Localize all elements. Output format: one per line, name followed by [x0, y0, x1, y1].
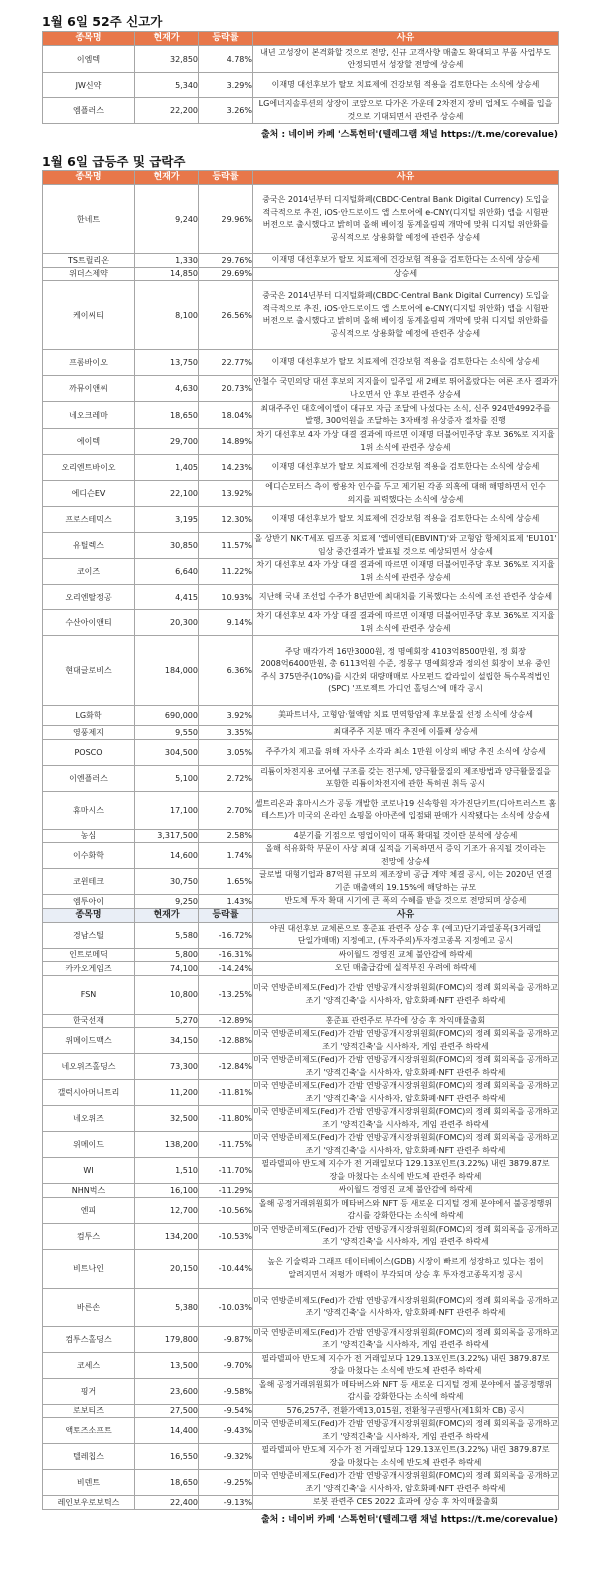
change-rate-cell: -16.72% — [199, 922, 253, 948]
reason-cell: 미국 연방준비제도(Fed)가 간밤 연방공개시장위원회(FOMC)의 정례 회의록을 공개하고 조기 '양적긴축'을 시사하자, 게임 관련주 하락세 — [253, 1418, 559, 1444]
change-rate-cell: -14.24% — [199, 962, 253, 976]
change-rate-cell: -13.25% — [199, 975, 253, 1014]
price-cell: 12,700 — [135, 1197, 199, 1223]
stock-name-cell: 이수화학 — [43, 843, 135, 869]
price-cell: 23,600 — [135, 1378, 199, 1404]
table-row — [43, 1184, 559, 1198]
stock-name-cell: 엔피 — [43, 1197, 135, 1223]
reason-cell: 글로벌 대형기업과 87억원 규모의 제조장비 공급 계약 체결 공시, 이는 2020년 연결 기준 매출액의 19.15%에 해당하는 규모 — [253, 869, 559, 895]
change-rate-cell: 2.72% — [199, 765, 253, 791]
price-cell: 5,340 — [135, 73, 199, 98]
reason-cell: 야권 대선후보 교체론으로 홍준표 관련주 상승 후 (예고)단기과열종목(3거래일 단일가매매) 지정예고, (투자주의)투자경고종목 지정예고 공시 — [253, 922, 559, 948]
stock-name-cell: 유틸렉스 — [43, 533, 135, 559]
stock-name-cell: 이엔플러스 — [43, 765, 135, 791]
price-cell: 14,850 — [135, 267, 199, 281]
reason-cell: 홍준표 관련주로 부각에 상승 후 차익매물출회 — [253, 1014, 559, 1028]
change-rate-cell: -11.80% — [199, 1106, 253, 1132]
change-rate-cell: 18.04% — [199, 402, 253, 429]
price-cell: 3,317,500 — [135, 829, 199, 843]
price-cell: 29,700 — [135, 429, 199, 455]
reason-cell: 싸이월드 경영진 교체 불안감에 하락세 — [253, 1184, 559, 1198]
stock-name-cell: 코이즈 — [43, 559, 135, 585]
change-rate-cell: -9.87% — [199, 1326, 253, 1352]
stock-name-cell: 에이텍 — [43, 429, 135, 455]
price-cell: 138,200 — [135, 1132, 199, 1158]
change-rate-cell: 11.57% — [199, 533, 253, 559]
change-rate-cell: -10.56% — [199, 1197, 253, 1223]
price-cell: 30,850 — [135, 533, 199, 559]
stock-name-cell: 핑거 — [43, 1378, 135, 1404]
stock-name-cell: 네오위즈 — [43, 1106, 135, 1132]
stock-name-cell: 바른손 — [43, 1288, 135, 1326]
reason-cell: 내년 고성장이 본격화할 것으로 전망, 신규 고객사향 매출도 확대되고 부품 사업부도 안정되면서 성장할 전망에 상승세 — [253, 46, 559, 73]
table-row — [43, 376, 559, 402]
table-row — [43, 895, 559, 909]
stock-name-cell: 레인보우로보틱스 — [43, 1496, 135, 1510]
price-cell: 18,650 — [135, 1470, 199, 1496]
section1-title: 1월 6일 52주 신고가 — [42, 14, 163, 29]
reason-cell: 높은 기술력과 그래프 데이터베이스(GDB) 시장이 빠르게 성장하고 있다는 점이 알려지면서 저평가 매력이 부각되며 상승 후 투자경고종목지정 공시 — [253, 1249, 559, 1288]
table-header-row — [43, 32, 559, 46]
change-rate-cell: -16.31% — [199, 948, 253, 962]
table-row — [43, 73, 559, 98]
table-row — [43, 507, 559, 533]
reason-cell: 로봇 관련주 CES 2022 효과에 상승 후 차익매물출회 — [253, 1496, 559, 1510]
table-row — [43, 922, 559, 948]
header-rate: 등락률 — [199, 171, 253, 185]
reason-cell: 미국 연방준비제도(Fed)가 간밤 연방공개시장위원회(FOMC)의 정례 회의록을 공개하고 조기 '양적긴축'을 시사하자, 암호화폐·NFT 관련주 하락세 — [253, 1288, 559, 1326]
reason-cell: 안철수 국민의당 대선 후보의 지지율이 일주일 새 2배로 뛰어올랐다는 여론 조사 결과가 나오면서 안 후보 관련주 상승세 — [253, 376, 559, 402]
stock-name-cell: 엠투아이 — [43, 895, 135, 909]
stock-name-cell: 휴마시스 — [43, 791, 135, 829]
stock-name-cell: 위메이드 — [43, 1132, 135, 1158]
stock-name-cell: 카카오게임즈 — [43, 962, 135, 976]
table-row — [43, 429, 559, 455]
reason-cell: 미국 연방준비제도(Fed)가 간밤 연방공개시장위원회(FOMC)의 정례 회의록을 공개하고 조기 '양적긴축'을 시사하자, 암호화폐·NFT 관련주 하락세 — [253, 1054, 559, 1080]
reason-cell: 이재명 대선후보가 탈모 치료제에 건강보험 적용을 검토한다는 소식에 상승세 — [253, 507, 559, 533]
reason-cell: 올해 석유화학 부문이 사상 최대 실적을 기록하면서 증익 기조가 유지될 것이라는 전망에 상승세 — [253, 843, 559, 869]
change-rate-cell: 11.22% — [199, 559, 253, 585]
price-cell: 13,750 — [135, 350, 199, 376]
reason-cell: 주주가치 제고를 위해 자사주 소각과 최소 1만원 이상의 배당 추진 소식에 상승세 — [253, 739, 559, 765]
reason-cell: 차기 대선후보 4자 가상 대결 결과에 따르면 이재명 더불어민주당 후보 36%로 지지율 1위 소식에 관련주 상승세 — [253, 610, 559, 636]
table-header-row — [43, 171, 559, 185]
source-note-2: 출처 : 네이버 카페 '스톡헌터'(텔레그램 채널 https://t.me/corevalue) — [260, 1515, 558, 1525]
change-rate-cell: -11.81% — [199, 1080, 253, 1106]
change-rate-cell: -9.43% — [199, 1418, 253, 1444]
stock-name-cell: 수산아이앤티 — [43, 610, 135, 636]
reason-cell: 4분기를 기점으로 영업이익이 대폭 확대될 것이란 분석에 상승세 — [253, 829, 559, 843]
table-row — [43, 791, 559, 829]
change-rate-cell: -12.84% — [199, 1054, 253, 1080]
price-cell: 34,150 — [135, 1028, 199, 1054]
table-row — [43, 185, 559, 254]
price-cell: 16,550 — [135, 1444, 199, 1470]
stock-name-cell: POSCO — [43, 739, 135, 765]
price-cell: 73,300 — [135, 1054, 199, 1080]
price-cell: 9,550 — [135, 726, 199, 740]
reason-cell: LG에너지솔루션의 상장이 코앞으로 다가온 가운데 2차전지 장비 업체도 수혜를 입을 것으로 기대되면서 관련주 상승세 — [253, 98, 559, 124]
table-row — [43, 1197, 559, 1223]
table-row — [43, 267, 559, 281]
stock-name-cell: 위더스제약 — [43, 267, 135, 281]
change-rate-cell: 29.96% — [199, 185, 253, 254]
table-row — [43, 610, 559, 636]
stock-name-cell: JW신약 — [43, 73, 135, 98]
stock-name-cell: 컴투스홀딩스 — [43, 1326, 135, 1352]
change-rate-cell: -9.13% — [199, 1496, 253, 1510]
price-cell: 5,800 — [135, 948, 199, 962]
table-row — [43, 1470, 559, 1496]
header-name: 종목명 — [43, 171, 135, 185]
table-row — [43, 254, 559, 268]
table-row — [43, 281, 559, 350]
stock-name-cell: WI — [43, 1158, 135, 1184]
change-rate-cell: -11.29% — [199, 1184, 253, 1198]
change-rate-cell: 3.29% — [199, 73, 253, 98]
price-cell: 22,200 — [135, 98, 199, 124]
stock-name-cell: 액토즈소프트 — [43, 1418, 135, 1444]
change-rate-cell: -9.25% — [199, 1470, 253, 1496]
price-cell: 32,850 — [135, 46, 199, 73]
reason-cell: 리튬이차전지용 코어쉘 구조를 갖는 전구체, 양극활물질의 제조방법과 양극활물질을 포함한 리튬이차전지에 관한 특허권 취득 공시 — [253, 765, 559, 791]
table-row — [43, 1378, 559, 1404]
price-cell: 1,330 — [135, 254, 199, 268]
table-row — [43, 1288, 559, 1326]
price-cell: 5,270 — [135, 1014, 199, 1028]
stock-name-cell: LG화학 — [43, 706, 135, 726]
reason-cell: 에디슨모터스 측이 쌍용차 인수를 두고 제기된 각종 의혹에 대해 해명하면서 인수 의지를 피력했다는 소식에 상승세 — [253, 481, 559, 507]
movers-table — [42, 170, 559, 1510]
reason-cell: 미국 연방준비제도(Fed)가 간밤 연방공개시장위원회(FOMC)의 정례 회의록을 공개하고 조기 '양적긴축'을 시사하자, 암호화폐·NFT 관련주 하락세 — [253, 975, 559, 1014]
new-high-table — [42, 31, 559, 124]
table-row — [43, 1404, 559, 1418]
change-rate-cell: 1.43% — [199, 895, 253, 909]
reason-cell: 필라델피아 반도체 지수가 전 거래일보다 129.13포인트(3.22%) 내린 3879.87로 장을 마쳤다는 소식에 반도체 관련주 하락세 — [253, 1158, 559, 1184]
reason-cell: 상승세 — [253, 267, 559, 281]
stock-name-cell: 오리엔트바이오 — [43, 455, 135, 481]
stock-name-cell: 텔레칩스 — [43, 1444, 135, 1470]
stock-name-cell: 농심 — [43, 829, 135, 843]
table-row — [43, 1326, 559, 1352]
change-rate-cell: 26.56% — [199, 281, 253, 350]
price-cell: 304,500 — [135, 739, 199, 765]
reason-cell: 최대주주 지분 매각 추진에 이틀째 상승세 — [253, 726, 559, 740]
stock-name-cell: 에디슨EV — [43, 481, 135, 507]
stock-name-cell: 컴투스 — [43, 1223, 135, 1249]
change-rate-cell: 29.69% — [199, 267, 253, 281]
reason-cell: 주당 매각가격 16만3000원, 정 명예회장 4103억8500만원, 정 회장 2008억6400만원, 총 6113억원 수준, 정몽구 명예회장과 정의선 회장이 보유 중인 주식 375만주(10%)를 시간외 대량매매로 사모펀드 칼라일이 설립한 특수목적법인(SPC) '프로젝트 가디언 홀딩스'에 매각 공시 — [253, 636, 559, 706]
stock-name-cell: 비트나인 — [43, 1249, 135, 1288]
stock-name-cell: 오리엔탈정공 — [43, 585, 135, 610]
change-rate-cell: -9.54% — [199, 1404, 253, 1418]
change-rate-cell: 3.26% — [199, 98, 253, 124]
price-cell: 1,405 — [135, 455, 199, 481]
price-cell: 18,650 — [135, 402, 199, 429]
price-cell: 134,200 — [135, 1223, 199, 1249]
table-row — [43, 533, 559, 559]
price-cell: 6,640 — [135, 559, 199, 585]
table-row — [43, 350, 559, 376]
table-row — [43, 1080, 559, 1106]
table-row — [43, 98, 559, 124]
table-row — [43, 948, 559, 962]
table-row — [43, 1223, 559, 1249]
stock-name-cell: 네오위즈홀딩스 — [43, 1054, 135, 1080]
change-rate-cell: -10.03% — [199, 1288, 253, 1326]
price-cell: 3,195 — [135, 507, 199, 533]
table-row — [43, 739, 559, 765]
price-cell: 4,415 — [135, 585, 199, 610]
table-row — [43, 636, 559, 706]
reason-cell: 중국은 2014년부터 디지털화폐(CBDC·Central Bank Digital Currency) 도입을 적극적으로 추진, iOS·안드로이드 앱 스토어에 e-CNY(디지털 위안화) 앱을 시험판 버전으로 출시했다고 밝히며 올해 베이징 동계올림픽 개막에 맞춰 디지털 위안화를 공식적으로 상용화할 예정에 관련주 상승세 — [253, 185, 559, 254]
price-cell: 74,100 — [135, 962, 199, 976]
price-cell: 5,100 — [135, 765, 199, 791]
subheader-price: 현재가 — [135, 908, 199, 922]
reason-cell: 올해 공정거래위원회가 메타버스와 NFT 등 새로운 디지털 경제 분야에서 불공정행위 감시를 강화한다는 소식에 하락세 — [253, 1197, 559, 1223]
stock-name-cell: 이엠텍 — [43, 46, 135, 73]
reason-cell: 미국 연방준비제도(Fed)가 간밤 연방공개시장위원회(FOMC)의 정례 회의록을 공개하고 조기 '양적긴축'을 시사하자, 암호화폐·NFT 관련주 하락세 — [253, 1132, 559, 1158]
table-row — [43, 1158, 559, 1184]
stock-name-cell: TS트릴리온 — [43, 254, 135, 268]
stock-name-cell: 엠플러스 — [43, 98, 135, 124]
table-row — [43, 1132, 559, 1158]
change-rate-cell: 6.36% — [199, 636, 253, 706]
reason-cell: 중국은 2014년부터 디지털화폐(CBDC·Central Bank Digital Currency) 도입을 적극적으로 추진, iOS·안드로이드 앱 스토어에 e-CNY(디지털 위안화) 앱을 시험판 버전으로 출시했다고 밝히며 올해 베이징 동계올림픽 개막에 맞춰 디지털 위안화를 공식적으로 상용화할 예정에 관련주 상승세 — [253, 281, 559, 350]
price-cell: 179,800 — [135, 1326, 199, 1352]
source-note-1: 출처 : 네이버 카페 '스톡헌터'(텔레그램 채널 https://t.me/corevalue) — [260, 130, 558, 140]
stock-name-cell: 코세스 — [43, 1352, 135, 1378]
reason-cell: 싸이월드 경영진 교체 불안감에 하락세 — [253, 948, 559, 962]
change-rate-cell: 13.92% — [199, 481, 253, 507]
change-rate-cell: 1.74% — [199, 843, 253, 869]
reason-cell: 미국 연방준비제도(Fed)가 간밤 연방공개시장위원회(FOMC)의 정례 회의록을 공개하고 조기 '양적긴축'을 시사하자, 암호화폐·NFT 관련주 하락세 — [253, 1470, 559, 1496]
price-cell: 11,200 — [135, 1080, 199, 1106]
table-row — [43, 1054, 559, 1080]
table-row — [43, 962, 559, 976]
stock-name-cell: 케이씨티 — [43, 281, 135, 350]
reason-cell: 오딘 매출급감에 실적부진 우려에 하락세 — [253, 962, 559, 976]
change-rate-cell: 14.23% — [199, 455, 253, 481]
reason-cell: 반도체 투자 확대 시기에 큰 폭의 수혜를 받을 것으로 전망되며 상승세 — [253, 895, 559, 909]
table-row — [43, 843, 559, 869]
header-reason: 사유 — [253, 171, 559, 185]
price-cell: 4,630 — [135, 376, 199, 402]
change-rate-cell: 4.78% — [199, 46, 253, 73]
stock-name-cell: 영풍제지 — [43, 726, 135, 740]
price-cell: 22,100 — [135, 481, 199, 507]
table-row — [43, 402, 559, 429]
price-cell: 14,600 — [135, 843, 199, 869]
stock-name-cell: 코윈테크 — [43, 869, 135, 895]
price-cell: 8,100 — [135, 281, 199, 350]
change-rate-cell: 3.05% — [199, 739, 253, 765]
reason-cell: 차기 대선후보 4자 가상 대결 결과에 따르면 이재명 더불어민주당 후보 36%로 지지율 1위 소식에 관련주 상승세 — [253, 559, 559, 585]
subheader-reason: 사유 — [253, 908, 559, 922]
reason-cell: 이재명 대선후보가 탈모 치료제에 건강보험 적용을 검토한다는 소식에 상승세 — [253, 455, 559, 481]
price-cell: 10,800 — [135, 975, 199, 1014]
change-rate-cell: 14.89% — [199, 429, 253, 455]
reason-cell: 576,257주, 전환가액13,015원, 전환청구권행사(제1회차 CB) 공시 — [253, 1404, 559, 1418]
stock-name-cell: 현대글로비스 — [43, 636, 135, 706]
table-row — [43, 1028, 559, 1054]
change-rate-cell: 12.30% — [199, 507, 253, 533]
reason-cell: 올해 공정거래위원회가 메타버스와 NFT 등 새로운 디지털 경제 분야에서 불공정행위 감시를 강화한다는 소식에 하락세 — [253, 1378, 559, 1404]
table-row — [43, 1014, 559, 1028]
reason-cell: 美파트너사, 고형암·혈액암 치료 면역항암제 후보물질 선정 소식에 상승세 — [253, 706, 559, 726]
stock-name-cell: 까뮤이앤씨 — [43, 376, 135, 402]
reason-cell: 미국 연방준비제도(Fed)가 간밤 연방공개시장위원회(FOMC)의 정례 회의록을 공개하고 조기 '양적긴축'을 시사하자, 게임 관련주 하락세 — [253, 1326, 559, 1352]
table-row — [43, 869, 559, 895]
header-price: 현재가 — [135, 32, 199, 46]
stock-name-cell: 로보티즈 — [43, 1404, 135, 1418]
change-rate-cell: 10.93% — [199, 585, 253, 610]
stock-name-cell: 네오크레마 — [43, 402, 135, 429]
change-rate-cell: 1.65% — [199, 869, 253, 895]
reason-cell: 차기 대선후보 4자 가상 대결 결과에 따르면 이재명 더불어민주당 후보 36%로 지지율 1위 소식에 관련주 상승세 — [253, 429, 559, 455]
price-cell: 27,500 — [135, 1404, 199, 1418]
change-rate-cell: 9.14% — [199, 610, 253, 636]
price-cell: 5,580 — [135, 922, 199, 948]
table-row — [43, 1496, 559, 1510]
stock-name-cell: 경남스틸 — [43, 922, 135, 948]
stock-name-cell: 프롬바이오 — [43, 350, 135, 376]
price-cell: 184,000 — [135, 636, 199, 706]
table-row — [43, 455, 559, 481]
price-cell: 13,500 — [135, 1352, 199, 1378]
price-cell: 9,240 — [135, 185, 199, 254]
price-cell: 690,000 — [135, 706, 199, 726]
reason-cell: 필라델피아 반도체 지수가 전 거래일보다 129.13포인트(3.22%) 내린 3879.87로 장을 마쳤다는 소식에 반도체 관련주 하락세 — [253, 1444, 559, 1470]
section2-title: 1월 6일 급등주 및 급락주 — [42, 154, 186, 169]
reason-cell: 미국 연방준비제도(Fed)가 간밤 연방공개시장위원회(FOMC)의 정례 회의록을 공개하고 조기 '양적긴축'을 시사하자, 게임 관련주 하락세 — [253, 1106, 559, 1132]
stock-name-cell: NHN벅스 — [43, 1184, 135, 1198]
change-rate-cell: -9.58% — [199, 1378, 253, 1404]
price-cell: 20,300 — [135, 610, 199, 636]
price-cell: 17,100 — [135, 791, 199, 829]
reason-cell: 최대주주인 대호에이엘이 대규모 자금 조달에 나섰다는 소식, 신주 924만4992주를 발행, 300억원을 조달하는 3자배정 유상증자 절차를 진행 — [253, 402, 559, 429]
price-cell: 20,150 — [135, 1249, 199, 1288]
reason-cell: 미국 연방준비제도(Fed)가 간밤 연방공개시장위원회(FOMC)의 정례 회의록을 공개하고 조기 '양적긴축'을 시사하자, 게임 관련주 하락세 — [253, 1223, 559, 1249]
header-price: 현재가 — [135, 171, 199, 185]
change-rate-cell: -12.88% — [199, 1028, 253, 1054]
table-row — [43, 585, 559, 610]
table-row — [43, 1106, 559, 1132]
stock-name-cell: 한국선재 — [43, 1014, 135, 1028]
table-row — [43, 1352, 559, 1378]
reason-cell: 셀트리온과 휴마시스가 공동 개발한 코로나19 신속항원 자가진단키트(디아트러스트 홈 테스트)가 미국의 온라인 쇼핑몰 아마존에 입점돼 판매가 시작됐다는 소식에 상승세 — [253, 791, 559, 829]
reason-cell: 이재명 대선후보가 탈모 치료제에 건강보험 적용을 검토한다는 소식에 상승세 — [253, 254, 559, 268]
change-rate-cell: -9.32% — [199, 1444, 253, 1470]
stock-name-cell: FSN — [43, 975, 135, 1014]
header-reason: 사유 — [253, 32, 559, 46]
price-cell: 14,400 — [135, 1418, 199, 1444]
change-rate-cell: -10.53% — [199, 1223, 253, 1249]
change-rate-cell: 2.70% — [199, 791, 253, 829]
table-row — [43, 1444, 559, 1470]
table-row — [43, 46, 559, 73]
change-rate-cell: 3.35% — [199, 726, 253, 740]
change-rate-cell: -11.70% — [199, 1158, 253, 1184]
price-cell: 32,500 — [135, 1106, 199, 1132]
reason-cell: 미국 연방준비제도(Fed)가 간밤 연방공개시장위원회(FOMC)의 정례 회의록을 공개하고 조기 '양적긴축'을 시사하자, 암호화폐·NFT 관련주 하락세 — [253, 1080, 559, 1106]
stock-name-cell: 한네트 — [43, 185, 135, 254]
table-row — [43, 975, 559, 1014]
stock-name-cell: 갤럭시아머니트리 — [43, 1080, 135, 1106]
price-cell: 30,750 — [135, 869, 199, 895]
reason-cell: 올 상반기 NK·T세포 림프종 치료제 '앱비엔티(EBVINT)'와 고형암 항체치료제 'EU101' 임상 중간결과가 발표될 것으로 예상되면서 상승세 — [253, 533, 559, 559]
reason-cell: 미국 연방준비제도(Fed)가 간밤 연방공개시장위원회(FOMC)의 정례 회의록을 공개하고 조기 '양적긴축'을 시사하자, 게임 관련주 하락세 — [253, 1028, 559, 1054]
subheader-rate: 등락률 — [199, 908, 253, 922]
table-subheader-row — [43, 908, 559, 922]
table-row — [43, 765, 559, 791]
price-cell: 1,510 — [135, 1158, 199, 1184]
change-rate-cell: 3.92% — [199, 706, 253, 726]
reason-cell: 필라델피아 반도체 지수가 전 거래일보다 129.13포인트(3.22%) 내린 3879.87로 장을 마쳤다는 소식에 반도체 관련주 하락세 — [253, 1352, 559, 1378]
price-cell: 22,400 — [135, 1496, 199, 1510]
stock-name-cell: 프로스테믹스 — [43, 507, 135, 533]
stock-name-cell: 비덴트 — [43, 1470, 135, 1496]
header-rate: 등락률 — [199, 32, 253, 46]
stock-name-cell: 인트로메딕 — [43, 948, 135, 962]
header-name: 종목명 — [43, 32, 135, 46]
table-row — [43, 559, 559, 585]
table-row — [43, 1249, 559, 1288]
change-rate-cell: -10.44% — [199, 1249, 253, 1288]
change-rate-cell: 22.77% — [199, 350, 253, 376]
price-cell: 16,100 — [135, 1184, 199, 1198]
subheader-name: 종목명 — [43, 908, 135, 922]
price-cell: 5,380 — [135, 1288, 199, 1326]
table-row — [43, 829, 559, 843]
stock-name-cell: 위메이드맥스 — [43, 1028, 135, 1054]
table-row — [43, 1418, 559, 1444]
reason-cell: 이재명 대선후보가 탈모 치료제에 건강보험 적용을 검토한다는 소식에 상승세 — [253, 350, 559, 376]
change-rate-cell: 2.58% — [199, 829, 253, 843]
change-rate-cell: -9.70% — [199, 1352, 253, 1378]
reason-cell: 이재명 대선후보가 탈모 치료제에 건강보험 적용을 검토한다는 소식에 상승세 — [253, 73, 559, 98]
change-rate-cell: 29.76% — [199, 254, 253, 268]
table-row — [43, 706, 559, 726]
change-rate-cell: -11.75% — [199, 1132, 253, 1158]
reason-cell: 지난해 국내 조선업 수주가 8년만에 최대치를 기록했다는 소식에 조선 관련주 상승세 — [253, 585, 559, 610]
change-rate-cell: 20.73% — [199, 376, 253, 402]
price-cell: 9,250 — [135, 895, 199, 909]
table-row — [43, 726, 559, 740]
change-rate-cell: -12.89% — [199, 1014, 253, 1028]
table-row — [43, 481, 559, 507]
